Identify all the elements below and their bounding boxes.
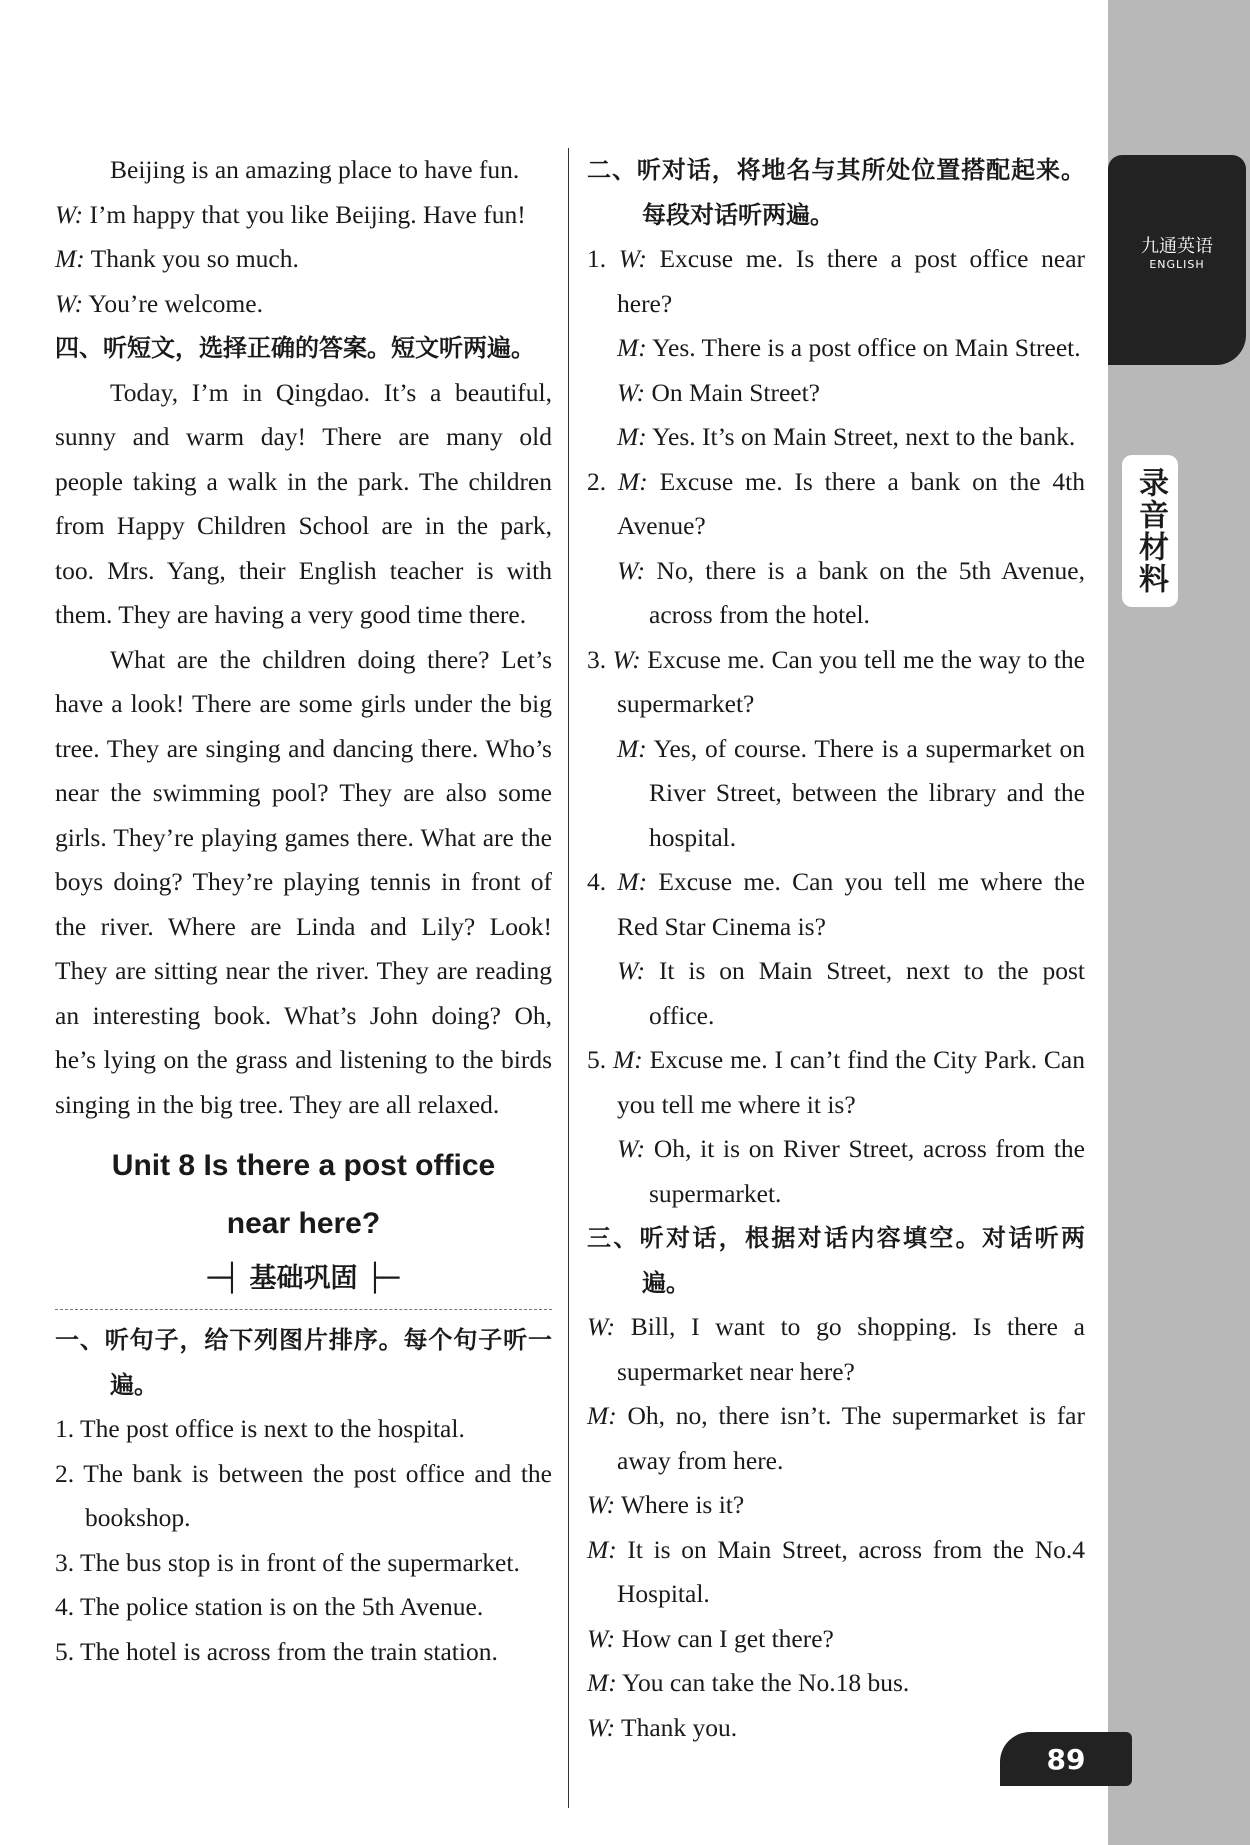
list-item: 1. The post office is next to the hospital. <box>55 1414 465 1443</box>
dialogue-line <box>587 1617 1085 1662</box>
dashed-divider <box>55 1309 552 1310</box>
column-divider <box>568 148 569 1808</box>
dialogue-text: Yes. There is a post office on Main Street. <box>646 333 1081 362</box>
logo-main-text: 九通英语 <box>1141 236 1213 257</box>
section-label-text: 基础巩固 <box>249 1263 358 1294</box>
speaker: M: <box>587 1668 617 1697</box>
dialogue-item <box>587 638 1085 727</box>
dialogue-text: Excuse me. I can’t find the City Park. Can you tell me where it is? <box>617 1045 1086 1119</box>
dialogue-item <box>587 460 1085 549</box>
dialogue-text: No, there is a bank on the 5th Avenue, across from the hotel. <box>645 555 1085 629</box>
dialogue-text: Oh, no, there isn’t. The supermarket is far away from here. <box>616 1401 1085 1475</box>
dialogue-text: I’m happy that you like Beijing. Have fun! <box>83 199 526 229</box>
dialogue-text: You’re welcome. <box>83 288 263 318</box>
speaker: W: <box>617 956 646 985</box>
item-number: 3. <box>587 644 607 674</box>
speaker: W: <box>587 1623 616 1653</box>
dialogue-line <box>55 193 552 238</box>
dialogue-item <box>587 1038 1085 1127</box>
section-heading: 一、听句子，给下列图片排序。每个句子听一遍。 <box>55 1326 552 1399</box>
dialogue-line <box>587 326 1085 371</box>
dialogue-text: You can take the No.18 bus. <box>616 1668 910 1697</box>
dialogue-line <box>587 727 1085 861</box>
dialogue-text: Excuse me. Is there a post office near here? <box>617 244 1085 318</box>
dialogue-text: Where is it? <box>615 1490 745 1519</box>
speaker: M: <box>617 867 648 896</box>
dialogue-line <box>587 949 1085 1038</box>
speaker: W: <box>617 377 646 407</box>
section-side-label: 录音材料 <box>1122 455 1178 607</box>
dialogue-line <box>587 415 1085 460</box>
dialogue-item <box>587 860 1085 949</box>
speaker: W: <box>612 644 641 674</box>
speaker: W: <box>55 288 84 318</box>
speaker: W: <box>587 1712 616 1742</box>
dialogue-line <box>587 1305 1085 1394</box>
dialogue-text: How can I get there? <box>615 1623 834 1653</box>
right-column <box>587 148 1085 1750</box>
dialogue-text: Excuse me. Is there a bank on the 4th Avenue? <box>617 466 1086 540</box>
dialogue-text: Oh, it is on River Street, across from the supermarket. <box>645 1134 1085 1208</box>
dialogue-text: Yes, of course. There is a supermarket on River Street, between the library and the hospital. <box>646 733 1085 852</box>
speaker: M: <box>613 1045 643 1074</box>
unit-title <box>55 1137 552 1253</box>
dialogue-line <box>587 549 1085 638</box>
speaker: W: <box>618 244 647 273</box>
list-item: 4. The police station is on the 5th Avenue. <box>55 1592 484 1621</box>
dialogue-text: Thank you. <box>615 1712 738 1742</box>
section-heading: 二、听对话，将地名与其所处位置搭配起来。每段对话听两遍。 <box>587 156 1085 229</box>
dialogue-text: It is on Main Street, next to the post office. <box>645 956 1085 1030</box>
dialogue-line <box>587 1483 1085 1528</box>
dialogue-line <box>587 1394 1085 1483</box>
speaker: M: <box>617 422 647 451</box>
section-heading: 四、听短文，选择正确的答案。短文听两遍。 <box>55 334 535 362</box>
item-number: 2. <box>587 466 607 496</box>
speaker: M: <box>587 1401 617 1430</box>
speaker: W: <box>587 1490 616 1519</box>
dialogue-text: Excuse me. Can you tell me where the Red Star Cinema is? <box>617 867 1085 941</box>
page-number: 89 <box>1000 1732 1132 1786</box>
dialogue-text: Yes. It’s on Main Street, next to the bank. <box>646 422 1076 451</box>
unit-title-line1: Unit 8 Is there a post office <box>111 1149 496 1182</box>
speaker: W: <box>617 1134 646 1163</box>
speaker: M: <box>55 244 85 273</box>
dialogue-line <box>587 371 1085 416</box>
dialogue-item <box>587 237 1085 326</box>
passage-paragraph: Today, I’m in Qingdao. It’s a beautiful, sunny and warm day! There are many old people taking a walk in the park. The children from Happy Children School are in the park, too. Mrs. Yang, their English teacher is with them. They are having a very good time there. <box>55 377 552 629</box>
passage-paragraph: What are the children doing there? Let’s have a look! There are some girls under the big tree. They are singing and dancing there. Who’s near the swimming pool? They are also some girls. They’re playing games there. What are the boys doing? They’re playing tennis in front of the river. Where are Linda and Lily? Look! They are sitting near the river. They are reading an interesting book. What’s John doing? Oh, he’s lying on the grass and listening to the birds singing in the big tree. They are all relaxed. <box>55 644 552 1119</box>
list-item: 5. The hotel is across from the train station. <box>55 1636 498 1666</box>
speaker: W: <box>617 555 646 585</box>
dialogue-text: Excuse me. Can you tell me the way to the supermarket? <box>617 644 1086 718</box>
item-number: 5. <box>587 1045 607 1074</box>
speaker: M: <box>587 1534 617 1564</box>
dialogue-text: Bill, I want to go shopping. Is there a supermarket near here? <box>615 1312 1085 1386</box>
speaker: M: <box>617 733 647 763</box>
speaker: M: <box>617 333 647 362</box>
dialogue-text: Thank you so much. <box>84 244 299 273</box>
left-column <box>55 148 552 1674</box>
dialogue-line <box>587 1661 1085 1706</box>
list-item: 3. The bus stop is in front of the supermarket. <box>55 1547 520 1577</box>
unit-title-line2: near here? <box>226 1207 381 1240</box>
item-number: 4. <box>587 867 607 896</box>
dialogue-line <box>55 282 552 327</box>
dialogue-text: It is on Main Street, across from the No.4 Hospital. <box>616 1534 1085 1608</box>
item-number: 1. <box>587 244 607 273</box>
brand-logo <box>1112 232 1242 271</box>
dialogue-line <box>587 1528 1085 1617</box>
list-item: 2. The bank is between the post office and the bookshop. <box>55 1458 552 1532</box>
speaker: W: <box>55 199 84 229</box>
text-line: Beijing is an amazing place to have fun. <box>110 155 520 184</box>
speaker: W: <box>587 1312 616 1341</box>
logo-sub-text: ENGLISH <box>1149 258 1205 271</box>
dialogue-text: On Main Street? <box>645 377 820 407</box>
section-heading: 三、听对话，根据对话内容填空。对话听两遍。 <box>587 1224 1085 1297</box>
section-label: ─┤ 基础巩固 ├─ <box>207 1263 400 1294</box>
speaker: M: <box>617 466 648 496</box>
dialogue-line <box>587 1127 1085 1216</box>
dialogue-line <box>55 237 552 282</box>
